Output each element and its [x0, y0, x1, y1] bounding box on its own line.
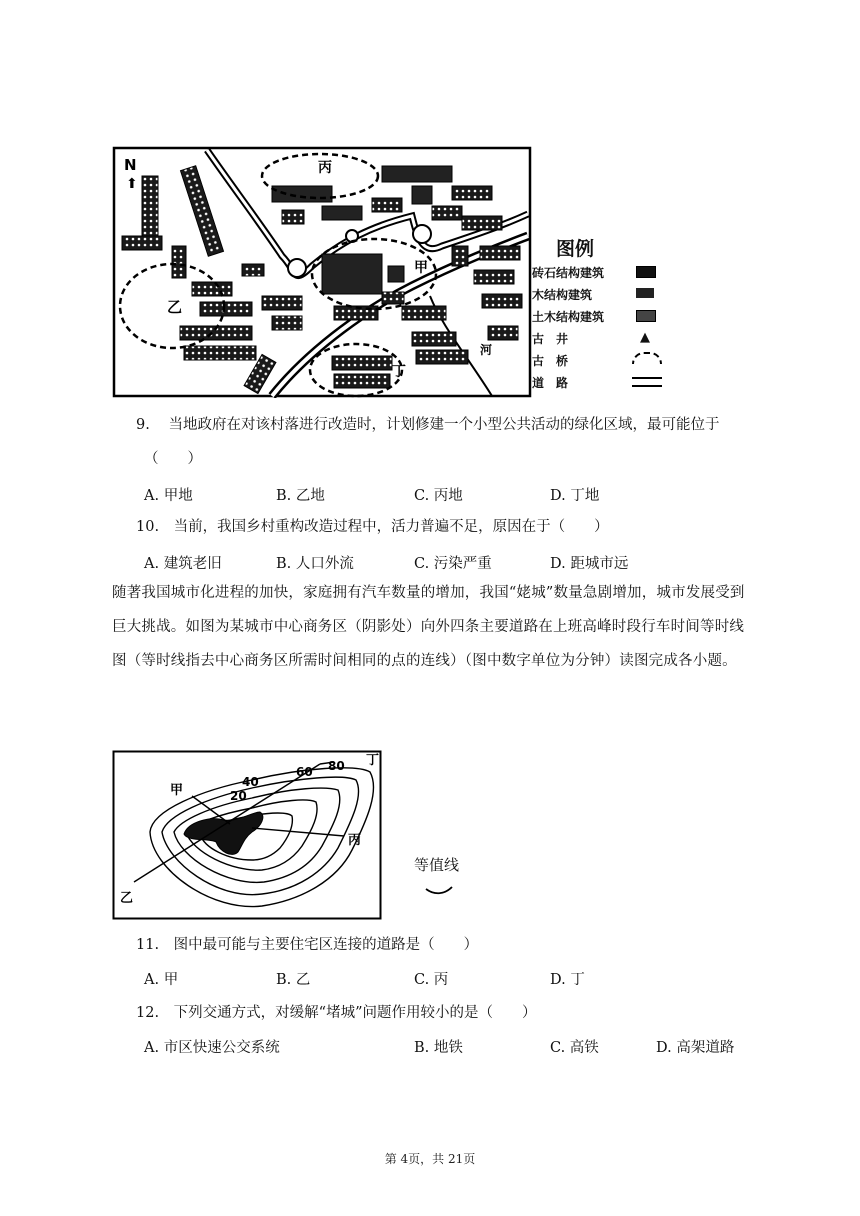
legend-label: 道 路 — [532, 376, 569, 390]
question-text: 当前，我国乡村重构改造过程中，活力普遍不足，原因在于（ ） — [173, 519, 609, 535]
legend-label: 古 桥 — [532, 354, 569, 368]
legend-item — [532, 306, 672, 328]
option-c: C. 污染严重 — [414, 556, 492, 572]
road-icon — [632, 377, 662, 387]
option-b: B. 乙地 — [276, 488, 325, 504]
ancient-bridge-icon — [632, 352, 662, 364]
north-label: N — [124, 156, 137, 174]
legend-title: 图例 — [556, 238, 595, 260]
legend-list — [532, 262, 672, 394]
legend-item — [532, 262, 672, 284]
option-b: B. 地铁 — [414, 1040, 463, 1056]
contour-label-80: 80 — [328, 759, 345, 773]
option-d: D. 丁 — [550, 972, 585, 988]
option-d: D. 距城市远 — [550, 556, 629, 572]
legend-item — [532, 284, 672, 306]
isochrone-map — [112, 750, 382, 920]
road-label-jia: 甲 — [170, 783, 184, 798]
question-11 — [136, 934, 478, 956]
question-number: 11. — [136, 937, 160, 953]
legend-label: 古 井 — [532, 332, 569, 346]
place-label-bing: 丙 — [318, 160, 332, 176]
option-a: A. 市区快速公交系统 — [144, 1040, 280, 1056]
contour-legend-label: 等值线 — [414, 856, 460, 874]
question-number: 9. — [136, 417, 150, 433]
road-label-bing: 丙 — [348, 833, 362, 848]
contour-label-60: 60 — [296, 765, 313, 779]
legend-label: 砖石结构建筑 — [532, 266, 605, 280]
earth-wood-building-icon — [636, 310, 656, 322]
contour-line-icon — [424, 880, 454, 899]
option-b: B. 人口外流 — [276, 556, 354, 572]
option-a: A. 建筑老旧 — [144, 556, 222, 572]
option-d: D. 高架道路 — [656, 1040, 735, 1056]
legend-item — [532, 350, 672, 372]
road-label-ding: 丁 — [366, 753, 380, 768]
ancient-well-icon: ▲ — [640, 330, 650, 345]
legend-label: 木结构建筑 — [532, 288, 593, 302]
place-label-yi: 乙 — [167, 298, 183, 316]
wood-building-icon — [636, 288, 654, 298]
option-c: C. 丙 — [414, 972, 449, 988]
page-footer: 第 4页，共 21页 — [384, 1152, 476, 1166]
brick-building-icon — [636, 266, 656, 278]
option-c: C. 高铁 — [550, 1040, 599, 1056]
contour-label-40: 40 — [242, 775, 259, 789]
question-9 — [136, 414, 719, 436]
answer-bracket: （ ） — [144, 451, 202, 467]
option-b: B. 乙 — [276, 972, 311, 988]
north-arrow-icon: ⬆ — [126, 176, 138, 192]
question-number: 12. — [136, 1005, 160, 1021]
question-10 — [136, 516, 609, 538]
legend-item — [532, 328, 672, 350]
option-c: C. 丙地 — [414, 488, 463, 504]
question-text: 图中最可能与主要住宅区连接的道路是（ ） — [173, 937, 479, 953]
question-text: 下列交通方式，对缓解“堵城”问题作用较小的是（ ） — [173, 1005, 537, 1021]
question-number: 10. — [136, 519, 160, 535]
road-label-yi: 乙 — [120, 891, 134, 906]
option-d: D. 丁地 — [550, 488, 600, 504]
reading-passage: 随著我国城市化进程的加快，家庭拥有汽车数量的增加，我国“姥城”数量急剧增加，城市发展受到巨大挑战。如图为某城市中心商务区（阴影处）向外四条主要道路在上班高峰时段行车时间等时线图（等时线指去中心商务区所需时间相同的点的连线）（图中数字单位为分钟）读图完成各小题。 — [112, 585, 745, 669]
question-12 — [136, 1002, 537, 1024]
question-text: 当地政府在对该村落进行改造时，计划修建一个小型公共活动的绿化区域，最可能位于 — [168, 417, 720, 433]
legend-item — [532, 372, 672, 394]
option-a: A. 甲地 — [144, 488, 193, 504]
village-map — [112, 146, 532, 398]
place-label-ding: 丁 — [392, 364, 406, 380]
contour-label-20: 20 — [230, 789, 247, 803]
option-a: A. 甲 — [144, 972, 179, 988]
place-label-jia: 甲 — [414, 260, 428, 276]
river-label: 河 — [480, 343, 493, 357]
legend-label: 土木结构建筑 — [532, 310, 605, 324]
